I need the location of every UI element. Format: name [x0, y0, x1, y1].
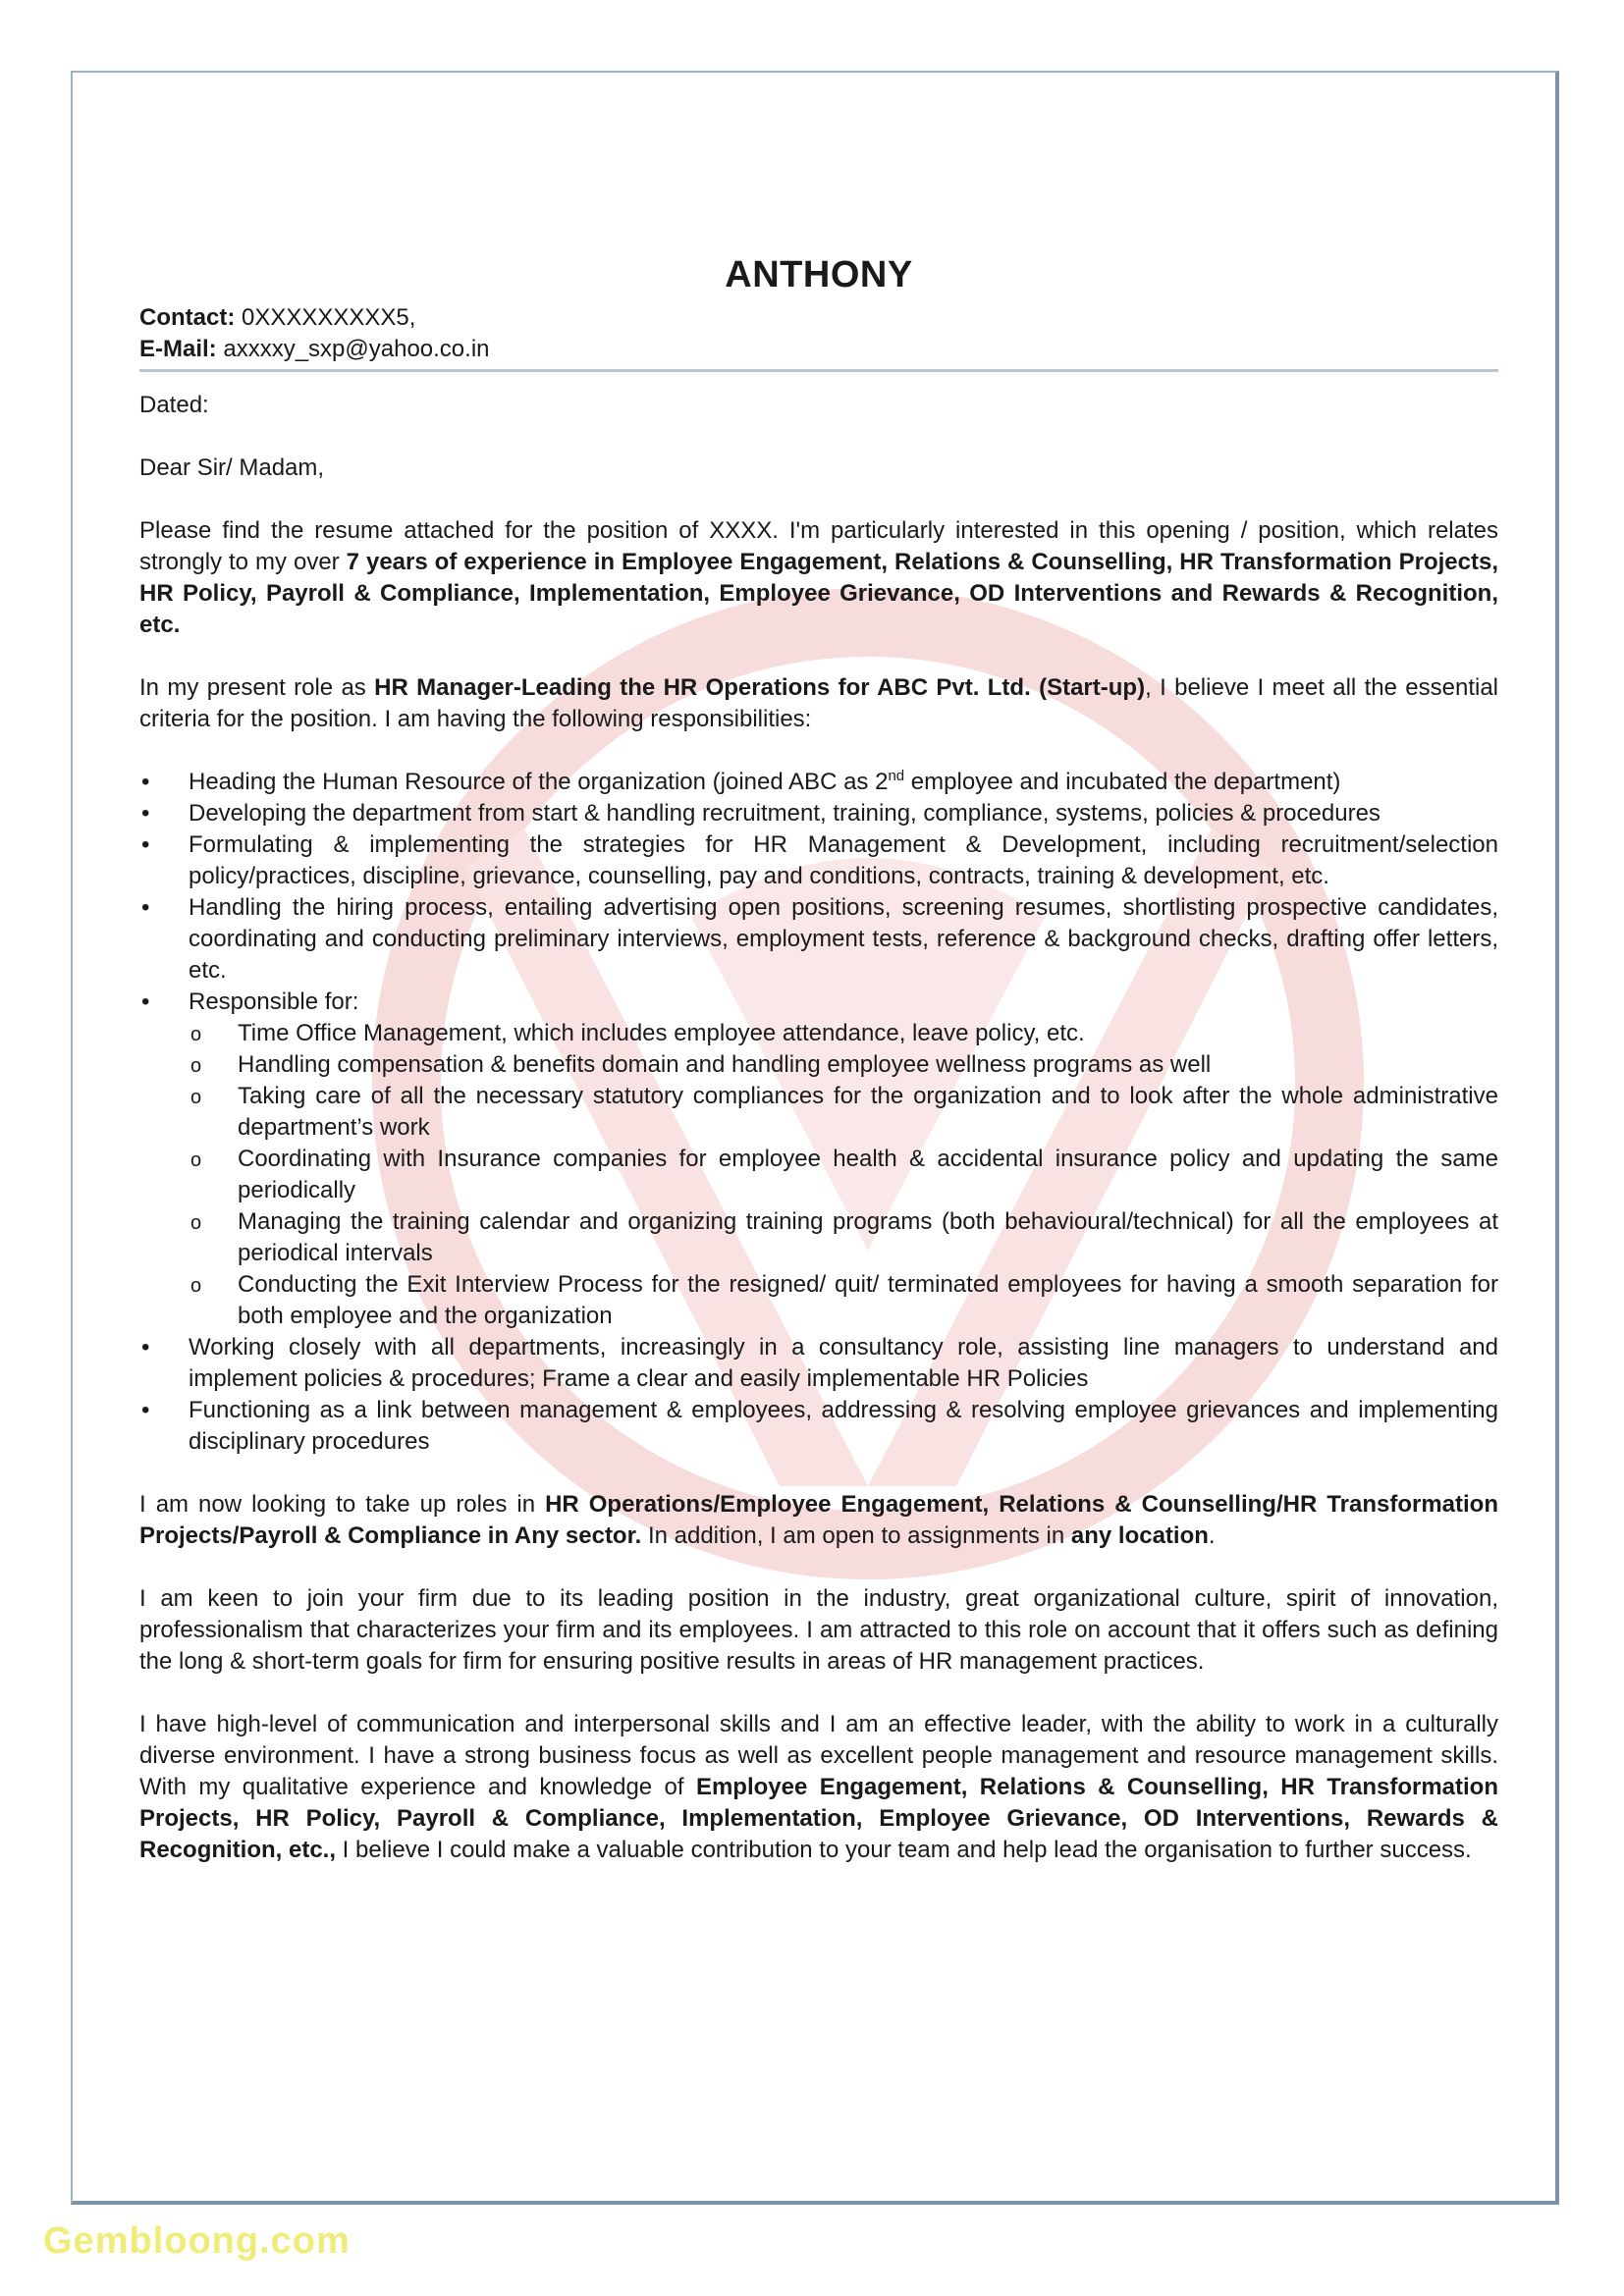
list-item [139, 987, 1498, 1332]
role-text-1: In my present role as [139, 674, 375, 701]
paragraph-roles-sought [139, 1489, 1498, 1552]
sub-list-item [189, 1206, 1498, 1269]
sub-list [189, 1018, 1498, 1332]
bullet-text: Heading the Human Resource of the organization (joined ABC as 2 [189, 769, 889, 795]
sub-list-item [189, 1144, 1498, 1206]
bullet-text: Working closely with all departments, increasingly in a consultancy role, assisting line managers to understand and implement policies & procedures; Frame a clear and easily implementable HR Policies [189, 1334, 1498, 1392]
bullet-mark: • [141, 1334, 150, 1361]
header-divider [139, 369, 1498, 372]
sub-bullet-text: Time Office Management, which includes employee attendance, leave policy, etc. [238, 1020, 1085, 1046]
roles-text-2: In addition, I am open to assignments in [641, 1522, 1071, 1549]
list-item [139, 829, 1498, 892]
intro-text: Please find the resume attached for the position of XXXX. I'm particularly interested in this opening / position, which relates strongly to my over [139, 517, 1498, 575]
bullet-mark: • [141, 894, 150, 921]
role-text-2: , I believe I meet all the essential criteria for the position. I am having the following responsibilities: [139, 674, 1499, 732]
contact-value: 0XXXXXXXXX5, [235, 304, 416, 331]
sub-list-item [189, 1269, 1498, 1332]
skills-text-1: I have high-level of communication and interpersonal skills and I am an effective leader, with the ability to work in a culturally diverse environment. I have a strong business focus as well as excellent people management and resource management skills. With my qualitative experience and knowledge of [139, 1711, 1498, 1800]
bullet-text: Functioning as a link between management & employees, addressing & resolving employee grievances and implementing disciplinary procedures [189, 1397, 1498, 1455]
list-item [139, 798, 1498, 829]
bullet-mark: • [141, 1397, 150, 1423]
sub-bullet-mark: o [190, 1024, 202, 1045]
bullet-text: Responsible for: [189, 988, 359, 1015]
sub-list-item [189, 1081, 1498, 1144]
sub-list-item [189, 1018, 1498, 1049]
applicant-name: ANTHONY [725, 254, 913, 295]
letter-content [139, 253, 1498, 1897]
sub-bullet-text: Managing the training calendar and organizing training programs (both behavioural/technical) for all the employees at periodical intervals [238, 1208, 1498, 1266]
roles-bold-2: any location [1070, 1522, 1209, 1549]
sub-bullet-mark: o [190, 1055, 202, 1077]
roles-bold-1: HR Operations/Employee Engagement, Relations & Counselling/HR Transformation Projects/Payroll & Compliance in Any sector. [139, 1491, 1499, 1549]
dated-line: Dated: [139, 392, 209, 418]
list-item [139, 892, 1498, 987]
bullet-mark: • [141, 831, 150, 858]
sub-bullet-mark: o [190, 1087, 202, 1108]
skills-text-2: I believe I could make a valuable contribution to your team and help lead the organisation to further success. [336, 1837, 1472, 1863]
list-item [139, 1332, 1498, 1395]
email-value: axxxxy_sxp@yahoo.co.in [216, 336, 490, 362]
bullet-text: Formulating & implementing the strategies for HR Management & Development, including recruitment/selection policy/practices, discipline, grievance, counselling, pay and conditions, contracts, training & development, etc. [189, 831, 1498, 889]
sub-bullet-text: Conducting the Exit Interview Process for the resigned/ quit/ terminated employees for having a smooth separation for both employee and the organization [238, 1271, 1498, 1329]
paragraph-intro [139, 515, 1498, 641]
paragraph-skills [139, 1709, 1498, 1866]
sub-bullet-mark: o [190, 1275, 202, 1297]
site-watermark: Gembloong.com [43, 2220, 351, 2262]
bullet-text: Handling the hiring process, entailing advertising open positions, screening resumes, shortlisting prospective candidates, coordinating and conducting preliminary interviews, employment tests, reference & background checks, drafting offer letters, etc. [189, 894, 1498, 984]
paragraph-present-role [139, 672, 1498, 735]
bullet-text: Developing the department from start & handling recruitment, training, compliance, systems, policies & procedures [189, 800, 1380, 827]
list-item [139, 1395, 1498, 1458]
paragraph-keen-to-join: I am keen to join your firm due to its leading position in the industry, great organizational culture, spirit of innovation, professionalism that characterizes your firm and its employees. I am attracted to this role on account that it offers such as defining the long & short-term goals for firm for ensuring positive results in areas of HR management practices. [139, 1585, 1498, 1675]
bullet-mark: • [141, 988, 150, 1015]
responsibilities-list [139, 767, 1498, 1458]
bullet-text: employee and incubated the department) [904, 769, 1341, 795]
list-item [139, 767, 1498, 798]
sub-bullet-mark: o [190, 1212, 202, 1234]
contact-line [139, 302, 1498, 334]
bullet-mark: • [141, 800, 150, 827]
bullet-mark: • [141, 769, 150, 795]
roles-text-3: . [1208, 1522, 1216, 1549]
sub-bullet-text: Coordinating with Insurance companies for employee health & accidental insurance policy and updating the same periodically [238, 1146, 1498, 1203]
intro-bold: 7 years of experience in Employee Engagement, Relations & Counselling, HR Transformation Projects, HR Policy, Payroll & Compliance, Implementation, Employee Grievance, OD Interventions and Rewards & Recognition, etc. [139, 549, 1498, 638]
sub-bullet-text: Taking care of all the necessary statutory compliances for the organization and to look after the whole administrative department’s work [238, 1083, 1498, 1141]
greeting: Dear Sir/ Madam, [139, 454, 325, 481]
email-line [139, 334, 1498, 365]
role-bold: HR Manager-Leading the HR Operations for ABC Pvt. Ltd. (Start-up) [374, 674, 1146, 701]
skills-bold: Employee Engagement, Relations & Counselling, HR Transformation Projects, HR Policy, Payroll & Compliance, Implementation, Employee Grievance, OD Interventions, Rewards & Recognition, etc., [139, 1774, 1498, 1863]
sub-list-item [189, 1049, 1498, 1081]
sub-bullet-mark: o [190, 1149, 202, 1171]
sub-bullet-text: Handling compensation & benefits domain and handling employee wellness programs as well [238, 1051, 1212, 1078]
superscript: nd [888, 768, 905, 784]
contact-label: Contact: [139, 304, 236, 331]
email-label: E-Mail: [139, 336, 217, 362]
roles-text-1: I am now looking to take up roles in [139, 1491, 546, 1518]
